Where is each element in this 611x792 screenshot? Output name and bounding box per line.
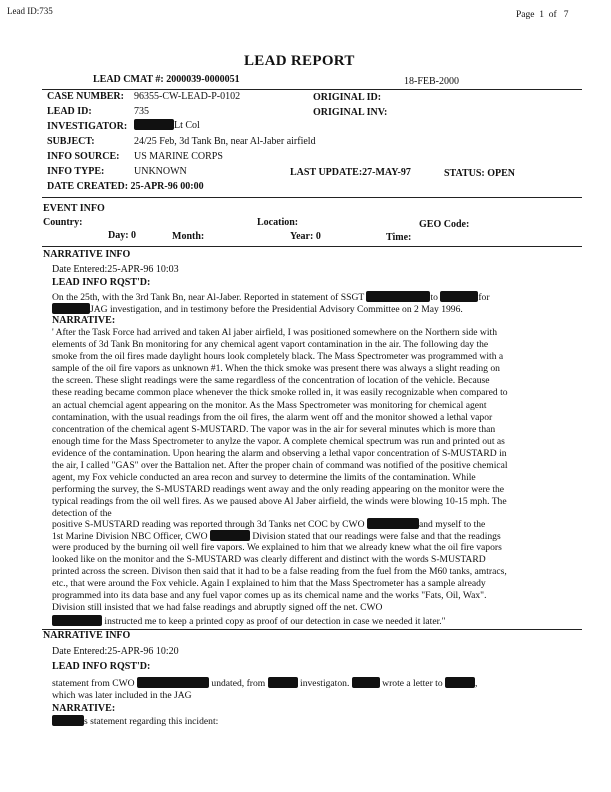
last-update: LAST UPDATE:27-MAY-97 bbox=[290, 167, 411, 178]
narrative-line-end bbox=[52, 615, 446, 627]
info-type-label: INFO TYPE: bbox=[47, 166, 105, 177]
rqst2-text-e: , bbox=[475, 678, 478, 689]
redaction bbox=[352, 677, 380, 688]
narrative-label-2: NARRATIVE: bbox=[52, 703, 116, 714]
rqst2-line-1 bbox=[52, 677, 477, 689]
rqst-text-b: to bbox=[430, 292, 438, 303]
rqst-line-2 bbox=[52, 303, 463, 315]
rqst2-text-c: investigaton. bbox=[300, 678, 350, 689]
event-month: Month: bbox=[172, 231, 205, 242]
rqst2-text-d: wrote a letter to bbox=[382, 678, 443, 689]
case-number-value: 96355-CW-LEAD-P-0102 bbox=[134, 91, 241, 102]
redaction bbox=[440, 291, 478, 302]
investigator-value bbox=[134, 119, 200, 131]
narrative-text-3b: Division stated that our readings were false and that the readings bbox=[252, 531, 501, 542]
case-number-label: CASE NUMBER: bbox=[47, 91, 124, 102]
narrative-line-cwo-2 bbox=[52, 530, 501, 542]
event-info-heading: EVENT INFO bbox=[43, 203, 105, 214]
page-word: Page bbox=[516, 10, 535, 20]
narrative-label-1: NARRATIVE: bbox=[52, 315, 116, 326]
lead-cmat-text: LEAD CMAT #: 2000039-0000051 bbox=[93, 74, 240, 85]
subject-value: 24/25 Feb, 3d Tank Bn, near Al-Jaber airfield bbox=[134, 136, 316, 147]
redaction bbox=[52, 303, 90, 314]
narrative-heading-1: NARRATIVE INFO bbox=[43, 249, 131, 260]
report-date: 18-FEB-2000 bbox=[404, 76, 459, 87]
narrative-text-2a: positive S-MUSTARD reading was reported through 3d Tanks net COC by CWO bbox=[52, 519, 365, 530]
page-total: 7 bbox=[563, 10, 569, 20]
event-location: Location: bbox=[257, 217, 299, 228]
rqst2-line-2: which was later included in the JAG bbox=[52, 690, 192, 701]
lead-info-rqst-2: LEAD INFO RQST'D: bbox=[52, 661, 151, 672]
rqst2-text-a: statement from CWO bbox=[52, 678, 135, 689]
header-divider bbox=[42, 89, 582, 90]
event-divider bbox=[42, 246, 582, 247]
date-entered-1: Date Entered:25-APR-96 10:03 bbox=[52, 264, 179, 275]
narrative-text-3a: 1st Marine Division NBC Officer, CWO bbox=[52, 531, 208, 542]
event-day: Day: 0 bbox=[108, 230, 137, 241]
event-country: Country: bbox=[43, 217, 83, 228]
redaction bbox=[52, 715, 84, 726]
rqst-text-d: JAG investigation, and in testimony before the Presidential Advisory Committee on 2 May 1996. bbox=[90, 304, 463, 315]
lead-info-rqst-1: LEAD INFO RQST'D: bbox=[52, 277, 151, 288]
original-id-label: ORIGINAL ID: bbox=[313, 92, 382, 103]
redaction bbox=[366, 291, 430, 302]
lead-id-header: Lead ID:735 bbox=[7, 6, 53, 16]
event-year: Year: 0 bbox=[290, 231, 321, 242]
rqst-text-c: for bbox=[478, 292, 490, 303]
page-of: of bbox=[548, 10, 557, 20]
narrative2-text: s statement regarding this incident: bbox=[84, 716, 219, 727]
date-created: DATE CREATED: 25-APR-96 00:00 bbox=[47, 181, 204, 192]
status-badge: STATUS: OPEN bbox=[444, 168, 516, 179]
narrative-paragraph-1: ' After the Task Force had arrived and taken Al jaber airfield, I was positioned somewhere on the Northern side with elements of 3d Tank Bn monitoring for any chemical agent vaport contamination in the air. The following day the smoke from the oil fires made daylight hours look completely black. The Mass Spectrometer was programmed with a sample of the oil fire vapors as unknown #1. When the thick smoke was present there was always a slight reading on the screen. These slight readings were the same regardless of the concentration of location of the vehicle. Because these reading became common place whenever the thick smoke rolled in, it was easily recognizable when compared to an actual chemcial agent appearing on the monitor. As the Mass Spectrometer was monitoring for chemical agent contamination, with the usual readings from the oil fires, the alarm went off and the monitor showed a lethal vapor concentration of the chemical agent S-MUSTARD. The vapor was in the air for several minutes which is more than enough time for the Mass Spectrometer to anylze the vapor. A complete chemical spectrum was run and printed out as evidence of the contamination. Upon hearing the alarm and observing a lethal vapor concentration of S-MUSTARD in the air, I called "GAS" over the Battalion net. After the proper chain of command was notified of the positive chemical agent, my Fox vehicle conducted an area recon and survey to determine the limits of the contamination. While performing the survey, the S-MUSTARD readings went away and the only reading appearing on the monitor were the typical readings from the oil well fires. As we paused above Al Jaber airfield, the winds were blowing 10-15 mph. The detection of the bbox=[52, 327, 508, 520]
fields-divider bbox=[42, 197, 582, 198]
page-indicator bbox=[516, 10, 569, 20]
redaction bbox=[134, 119, 174, 130]
investigator-label: INVESTIGATOR: bbox=[47, 121, 128, 132]
event-time: Time: bbox=[386, 232, 412, 243]
lead-id-value: 735 bbox=[134, 106, 149, 117]
narrative2-line bbox=[52, 715, 218, 727]
rqst-line-1 bbox=[52, 291, 490, 303]
redaction bbox=[367, 518, 419, 529]
rqst-text-a: On the 25th, with the 3rd Tank Bn, near Al-Jaber. Reported in statement of SSGT bbox=[52, 292, 365, 303]
info-source-value: US MARINE CORPS bbox=[134, 151, 223, 162]
event-geo-code: GEO Code: bbox=[419, 219, 470, 230]
redaction bbox=[268, 677, 298, 688]
info-source-label: INFO SOURCE: bbox=[47, 151, 120, 162]
redaction bbox=[52, 615, 102, 626]
lead-id-label: LEAD ID: bbox=[47, 106, 92, 117]
page-title: LEAD REPORT bbox=[244, 53, 355, 69]
rqst2-text-b: undated, from bbox=[211, 678, 266, 689]
redaction bbox=[137, 677, 209, 688]
investigator-rank: Lt Col bbox=[174, 120, 200, 131]
lead-cmat bbox=[93, 74, 240, 85]
narrative-paragraph-2: were produced by the burning oil well fire vapors. We explained to him that we already knew what the oil fire vapors looked like on the monitor and the S-MUSTARD was clearly different and distinct with the words S-MUSTARD printed across the screen. Divison then said that it had to be a false reading from the fuel from the M60 tanks, amtracs, etc., that were around the Fox vehicle. Again I explained to him that the Mass Spectrometer has a sample already programmed into its data base and any fuel vapor comes up as its chemical name and the works "Fats, Oil, Wax". Division still insisted that we had false readings and abruptly signed off the net. CWO bbox=[52, 542, 507, 614]
original-inv-label: ORIGINAL INV: bbox=[313, 107, 388, 118]
subject-label: SUBJECT: bbox=[47, 136, 95, 147]
redaction bbox=[445, 677, 478, 689]
page-number: 1 bbox=[539, 10, 544, 20]
narrative-text-5: instructed me to keep a printed copy as proof of our detection in case we needed it later." bbox=[104, 616, 446, 627]
narrative-line-cwo-1 bbox=[52, 518, 485, 530]
redaction bbox=[210, 530, 250, 541]
narrative-heading-2: NARRATIVE INFO bbox=[43, 630, 131, 641]
date-entered-2: Date Entered:25-APR-96 10:20 bbox=[52, 646, 179, 657]
info-type-value: UNKNOWN bbox=[134, 166, 187, 177]
narrative-text-2b: and myself to the bbox=[418, 519, 486, 530]
